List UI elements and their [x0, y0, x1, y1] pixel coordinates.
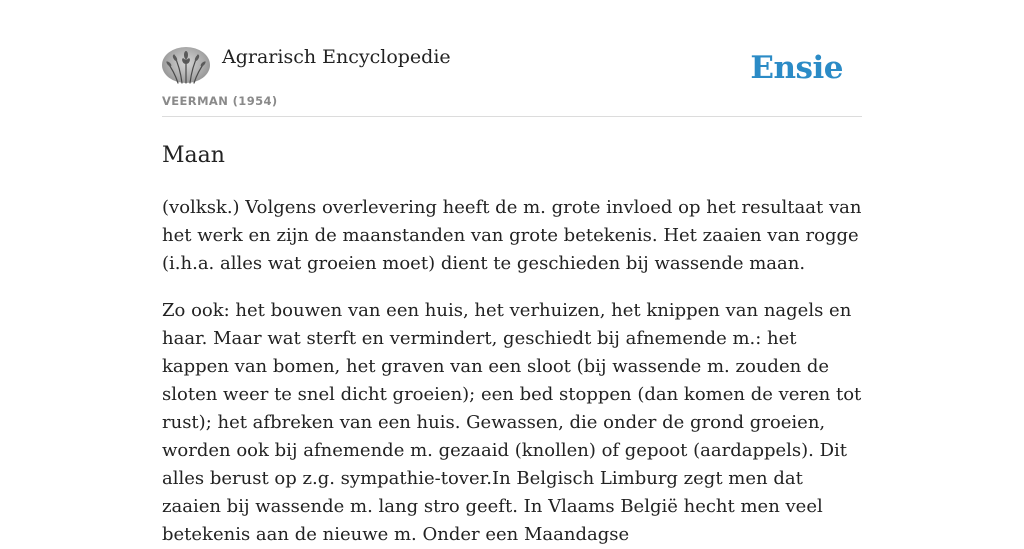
article-paragraph: Zo ook: het bouwen van een huis, het verhuizen, het knippen van nagels en haar. Maar wat sterft en vermindert, geschiedt bij afnemende m.: het kappen van bomen, het graven van een sloot (bij wassende m. zouden de sloten weer te snel dicht groeien); een bed stoppen (dan komen de veren tot rust); het afbreken van een huis. Gewassen, die onder de grond groeien, worden ook bij afnemende m. gezaaid (knollen) of gepoot (aardappels). Dit alles berust op z.g. sympathie-tover.In Belgisch Limburg zegt men dat zaaien bij wassende m. lang stro geeft. In Vlaams België hecht men veel betekenis aan de nieuwe m. Onder een Maandagse: [162, 300, 862, 545]
wheat-ears-icon[interactable]: [162, 47, 210, 83]
publication-title[interactable]: Agrarisch Encyclopedie: [222, 46, 451, 68]
article-paragraph: (volksk.) Volgens overlevering heeft de m. grote invloed op het resultaat van het werk en zijn de maanstanden van grote betekenis. Het zaaien van rogge (i.h.a. alles wat groeien moet) dient te geschieden bij wassende maan.: [162, 197, 862, 274]
ensie-logo[interactable]: Ensie: [750, 50, 843, 86]
article-page: [162, 0, 862, 549]
source-label: VEERMAN (1954): [162, 94, 278, 108]
article-title: Maan: [162, 143, 225, 168]
article-header: [162, 0, 862, 117]
